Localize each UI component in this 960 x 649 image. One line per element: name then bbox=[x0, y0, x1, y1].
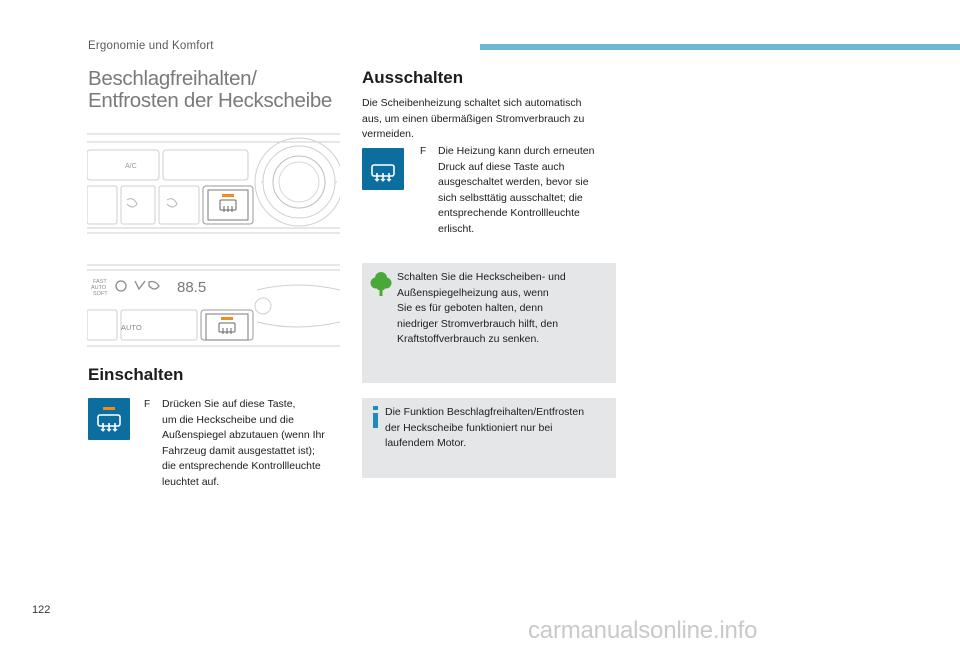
fast-label: FAST bbox=[93, 279, 107, 285]
einschalten-line-3: Außenspiegel abzutauen (wenn Ihr bbox=[162, 429, 325, 441]
eco-tip-line-3: Sie es für geboten halten, denn bbox=[397, 302, 543, 314]
tree-icon bbox=[370, 271, 392, 297]
soft-label: SOFT bbox=[93, 291, 108, 297]
rear-defrost-symbol-off bbox=[362, 148, 404, 190]
einschalten-line-2: um die Heckscheibe und die bbox=[162, 413, 294, 426]
eco-tip-line-5: Kraftstoffverbrauch zu senken. bbox=[397, 333, 540, 345]
watermark: carmanualsonline.info bbox=[528, 617, 758, 644]
ausschalten-intro-line-2: aus, um einen übermäßigen Stromverbrauch zu bbox=[362, 112, 585, 125]
info-note-line-3: laufendem Motor. bbox=[385, 437, 467, 449]
rear-defrost-symbol bbox=[88, 398, 130, 440]
info-note-line-2: der Heckscheibe funktioniert nur bei bbox=[385, 421, 553, 434]
einschalten-line-4: Fahrzeug damit ausgestattet ist); bbox=[162, 444, 315, 457]
ausschalten-line-4: sich selbsttätig ausschaltet; die bbox=[438, 191, 583, 204]
ausschalten-intro bbox=[362, 96, 612, 143]
temperature-display: 88.5 bbox=[177, 279, 207, 296]
ac-label: A/C bbox=[125, 163, 137, 170]
page-title-line-2: Entfrosten der Heckscheibe bbox=[88, 89, 333, 112]
section-label: Ergonomie und Komfort bbox=[88, 40, 214, 52]
auto-mode-label: AUTO bbox=[91, 285, 107, 291]
ausschalten-instruction bbox=[420, 144, 615, 237]
bullet-marker: F bbox=[420, 146, 427, 157]
eco-tip-text bbox=[397, 270, 609, 348]
climate-panel-2-drawing bbox=[87, 262, 340, 350]
ausschalten-line-2: Druck auf diese Taste auch bbox=[438, 160, 565, 173]
rear-defrost-button-on-icon bbox=[88, 398, 130, 440]
eco-tip-box bbox=[362, 263, 616, 383]
einschalten-instruction bbox=[144, 397, 344, 490]
einschalten-line-1: Drücken Sie auf diese Taste, bbox=[162, 398, 296, 410]
bullet-marker: F bbox=[144, 399, 151, 410]
climate-panel-1-drawing bbox=[87, 130, 340, 235]
ausschalten-intro-line-3: vermeiden. bbox=[362, 128, 414, 140]
ausschalten-line-3: ausgeschaltet werden, bevor sie bbox=[438, 176, 589, 188]
ausschalten-line-1: Die Heizung kann durch erneuten bbox=[438, 145, 595, 157]
info-note-box bbox=[362, 398, 616, 478]
info-icon bbox=[370, 406, 382, 428]
ausschalten-intro-line-1: Die Scheibenheizung schaltet sich automatisch bbox=[362, 97, 582, 109]
page-number: 122 bbox=[32, 604, 51, 616]
header-accent-bar bbox=[480, 44, 960, 50]
climate-panel-illustration-2 bbox=[87, 262, 340, 350]
eco-tip-line-2: Außenspiegelheizung aus, wenn bbox=[397, 286, 549, 299]
page-title bbox=[88, 68, 348, 112]
ausschalten-line-5: entsprechende Kontrollleuchte bbox=[438, 207, 580, 219]
einschalten-line-5: die entsprechende Kontrollleuchte bbox=[162, 460, 321, 472]
info-note-text bbox=[385, 405, 613, 452]
info-note-line-1: Die Funktion Beschlagfreihalten/Entfrosten bbox=[385, 406, 585, 418]
rear-defrost-button-off-icon bbox=[362, 148, 404, 190]
page-title-line-1: Beschlagfreihalten/ bbox=[88, 67, 257, 90]
eco-tip-line-1: Schalten Sie die Heckscheiben- und bbox=[397, 271, 566, 283]
einschalten-heading: Einschalten bbox=[88, 365, 184, 384]
einschalten-line-6: leuchtet auf. bbox=[162, 475, 220, 488]
ausschalten-line-6: erlischt. bbox=[438, 222, 475, 235]
climate-panel-illustration-1 bbox=[87, 130, 340, 235]
eco-tip-line-4: niedriger Stromverbrauch hilft, den bbox=[397, 317, 559, 330]
ausschalten-heading: Ausschalten bbox=[362, 68, 464, 87]
auto-button-label: AUTO bbox=[121, 323, 142, 332]
